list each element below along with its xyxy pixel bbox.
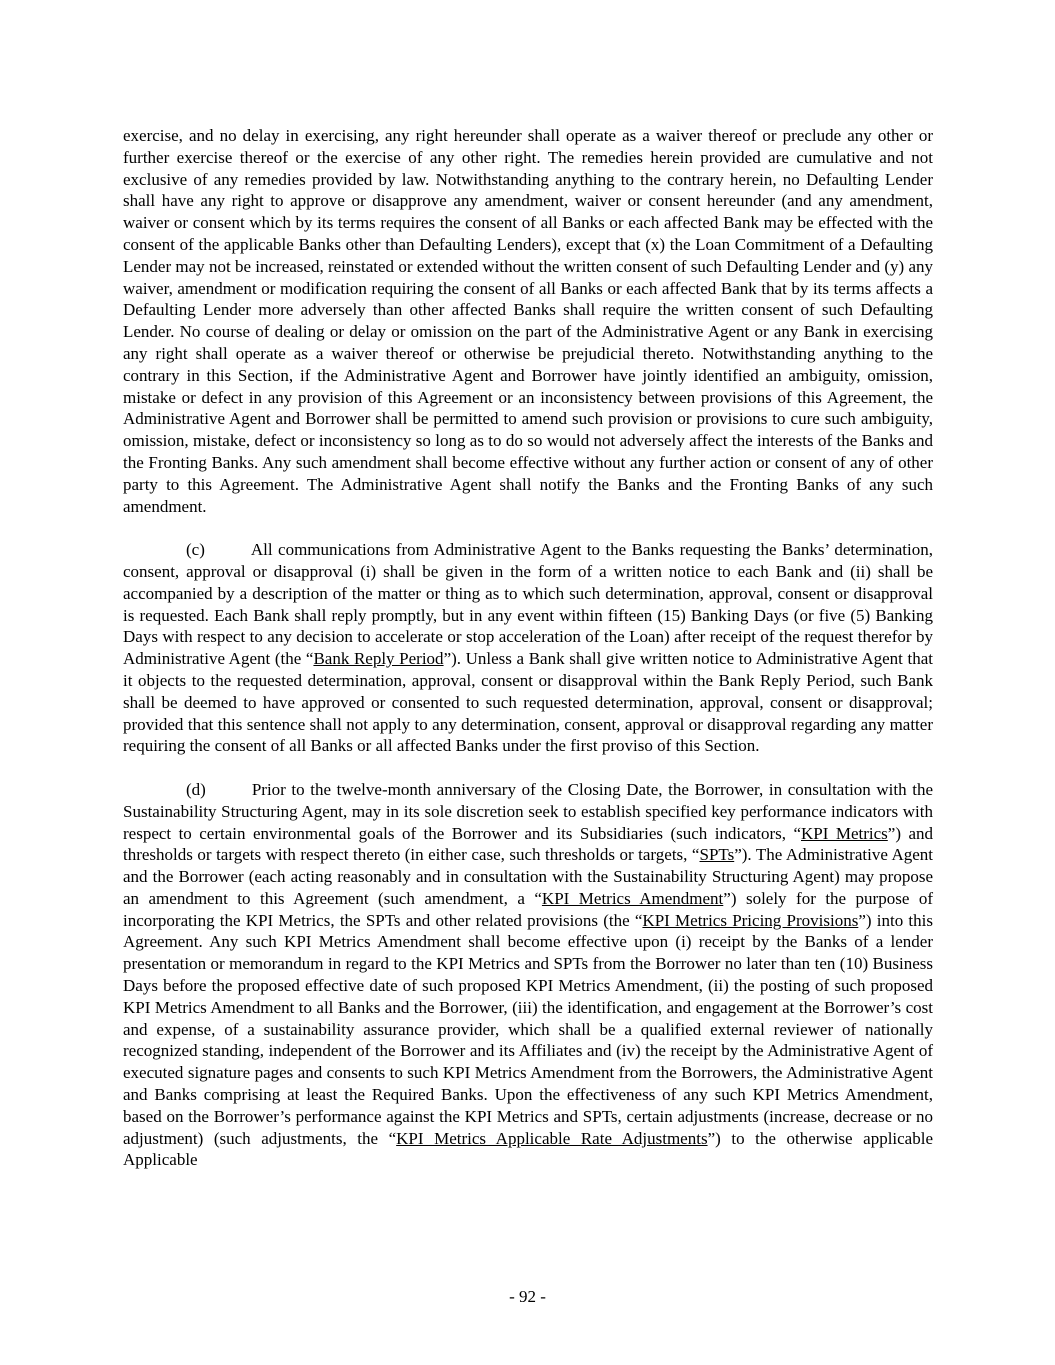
defined-term: KPI Metrics Pricing Provisions bbox=[642, 910, 859, 930]
paragraph bbox=[123, 779, 933, 1171]
defined-term: Bank Reply Period bbox=[313, 649, 444, 669]
paragraph-text bbox=[123, 780, 933, 1170]
paragraph-text bbox=[123, 540, 933, 755]
text-segment: All communications from Administrative Agent to the Banks requesting the Banks’ determination, consent, approval or disapproval (i) shall be given in the form of a written notice to each Bank and (ii) shall be accompanied by a description of the matter or thing as to which such determination, approval, consent or disapproval is requested. Each Bank shall reply promptly, but in any event within fifteen (15) Banking Days (or five (5) Banking Days with respect to any decision to accelerate or stop acceleration of the Loan) after receipt of the request therefor by Administrative Agent (the “ bbox=[123, 540, 933, 669]
text-segment: ”) to the otherwise applicable Applicable bbox=[123, 1128, 933, 1170]
defined-term: KPI Metrics bbox=[801, 823, 888, 843]
text-segment: ”). The Administrative Agent and the Borrower (each acting reasonably and in consultation with the Sustainability Structuring Agent) may propose an amendment to this Agreement (such amendment, a “ bbox=[123, 845, 934, 908]
defined-term: SPTs bbox=[699, 845, 735, 865]
text-segment: ”). Unless a Bank shall give written notice to Administrative Agent that it objects to the requested determination, approval, consent or disapproval within the Bank Reply Period, such Bank shall be deemed to have approved or consented to such requested determination, approval, consent or disapproval; provided that this sentence shall not apply to any determination, consent, approval or disapproval regarding any matter requiring the consent of all Banks or all affected Banks under the first proviso of this Section. bbox=[123, 649, 933, 756]
text-segment: exercise, and no delay in exercising, any right hereunder shall operate as a waiver thereof or preclude any other or further exercise thereof or the exercise of any other right. The remedies herein provided are cumulative and not exclusive of any remedies provided by law. Notwithstanding anything to the contrary herein, no Defaulting Lender shall have any right to approve or disapprove any amendment, waiver or consent hereunder (and any amendment, waiver or consent which by its terms requires the consent of all Banks or each affected Bank may be effected with the consent of the applicable Banks other than Defaulting Lenders), except that (x) the Loan Commitment of a Defaulting Lender may not be increased, reinstated or extended without the written consent of such Defaulting Lender and (y) any waiver, amendment or modification requiring the consent of all Banks or each affected Bank that by its terms affects a Defaulting Lender more adversely than other affected Banks shall require the written consent of such Defaulting Lender. No course of dealing or delay or omission on the part of the Administrative Agent or any Bank in exercising any right shall operate as a waiver thereof or otherwise be prejudicial thereto. Notwithstanding anything to the contrary in this Section, if the Administrative Agent and Borrower have jointly identified an ambiguity, omission, mistake or defect in any provision of this Agreement or an inconsistency between provisions of this Agreement, the Administrative Agent and Borrower shall be permitted to amend such provision or provisions to cure such ambiguity, omission, mistake, defect or inconsistency so long as to do so would not adversely affect the interests of the Banks and the Fronting Banks. Any such amendment shall become effective without any further action or consent of any of other party to this Agreement. The Administrative Agent shall notify the Banks and the Fronting Banks of any such amendment. bbox=[123, 126, 933, 516]
paragraph bbox=[123, 125, 933, 517]
document-body bbox=[123, 125, 933, 1171]
defined-term: KPI Metrics Applicable Rate Adjustments bbox=[396, 1128, 708, 1148]
text-segment: ”) into this Agreement. Any such KPI Metrics Amendment shall become effective upon (i) receipt by the Banks of a lender presentation or memorandum in regard to the KPI Metrics and SPTs from the Borrower no later than ten (10) Business Days before the proposed effective date of such proposed KPI Metrics Amendment, (ii) the posting of such proposed KPI Metrics Amendment to all Banks and the Borrower, (iii) the identification, and engagement at the Borrower’s cost and expense, of a sustainability assurance provider, which shall be a qualified external reviewer of nationally recognized standing, independent of the Borrower and its Affiliates and (iv) the receipt by the Administrative Agent of executed signature pages and consents to such KPI Metrics Amendment from the Borrowers, the Administrative Agent and Banks comprising at least the Required Banks. Upon the effectiveness of any such KPI Metrics Amendment, based on the Borrower’s performance against the KPI Metrics and SPTs, certain adjustments (increase, decrease or no adjustment) (such adjustments, the “ bbox=[123, 910, 933, 1148]
text-segment: Prior to the twelve-month anniversary of the Closing Date, the Borrower, in consultation with the Sustainability Structuring Agent, may in its sole discretion seek to establish specified key performance indicators with respect to certain environmental goals of the Borrower and its Subsidiaries (such indicators, “ bbox=[123, 779, 933, 843]
paragraph bbox=[123, 539, 933, 757]
text-segment: ”) and thresholds or targets with respect thereto (in either case, such thresholds or targets, “ bbox=[123, 823, 933, 865]
paragraph-label: (c) bbox=[186, 540, 205, 560]
page-number: - 92 - bbox=[509, 1287, 546, 1306]
defined-term: KPI Metrics Amendment bbox=[541, 888, 724, 908]
text-segment: ”) solely for the purpose of incorporating the KPI Metrics, the SPTs and other related provisions (the “ bbox=[123, 888, 934, 930]
paragraph-label: (d) bbox=[186, 779, 206, 799]
